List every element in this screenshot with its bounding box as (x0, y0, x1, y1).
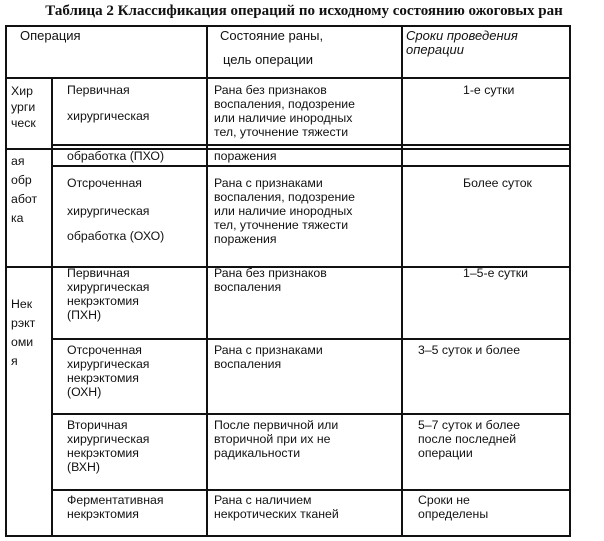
row1-timing: 1-е сутки (463, 83, 515, 97)
group-label-necrectomy: Нек рэкт оми я (11, 297, 36, 368)
row3-operation-line2: хирургическая (67, 204, 150, 218)
row6-condition: После первичной или вторичной при их не радикальности (214, 418, 339, 460)
row3-condition: Рана с признаками воспаления, подозрение или наличие инородных тел, уточнение тяжести поражения (214, 176, 355, 246)
border-right (569, 25, 571, 537)
row2-condition: поражения (214, 149, 277, 163)
border-row5-bottom (51, 413, 571, 415)
border-row6-bottom (51, 489, 571, 491)
row3-operation-line1: Отсроченная (67, 176, 142, 190)
row4-timing: 1–5-е сутки (463, 266, 529, 280)
row2-operation: обработка (ПХО) (67, 149, 165, 163)
row1-operation-line1: Первичная (67, 83, 130, 97)
row7-condition: Рана с наличием некротических тканей (214, 493, 339, 521)
row6-timing: 5–7 суток и более после последней операции (418, 418, 521, 460)
header-operation: Операция (20, 28, 81, 43)
row5-condition: Рана с признаками воспаления (214, 343, 323, 371)
row7-operation: Ферментативная некрэктомия (67, 493, 164, 521)
row3-timing: Более суток (463, 176, 532, 190)
border-row2-bottom (51, 165, 571, 167)
header-timing: Сроки проведения операции (406, 28, 518, 57)
row7-timing: Сроки не определены (418, 493, 489, 521)
group-label-surgical-part2: ая обр абот ка (11, 154, 38, 225)
border-group-column (51, 77, 53, 537)
border-condition-column (401, 25, 403, 537)
table-title: Таблица 2 Классификация операций по исходному состоянию ожоговых ран (45, 3, 563, 19)
border-left (5, 25, 7, 537)
classification-table (5, 25, 571, 537)
border-operation-column (206, 25, 208, 537)
row5-operation: Отсроченная хирургическая некрэктомия (ОХН) (67, 343, 150, 399)
header-operation-goal: цель операции (223, 52, 313, 67)
header-wound-condition: Состояние раны, (220, 28, 324, 43)
row5-timing: 3–5 суток и более (418, 343, 521, 357)
row3-operation-line3: обработка (ОХО) (67, 229, 165, 243)
border-row1-split (51, 144, 571, 146)
row1-condition: Рана без признаков воспаления, подозрение или наличие инородных тел, уточнение тяжести (214, 83, 355, 139)
group-label-surgical-part1: Хир урги ческ (11, 84, 36, 130)
border-top (5, 25, 571, 27)
row6-operation: Вторичная хирургическая некрэктомия (ВХН) (67, 418, 150, 474)
row4-operation: Первичная хирургическая некрэктомия (ПХН) (67, 266, 150, 322)
border-bottom (5, 535, 571, 537)
row1-operation-line2: хирургическая (67, 109, 150, 123)
border-header-bottom (5, 77, 571, 79)
border-row4-bottom (51, 338, 571, 340)
row4-condition: Рана без признаков воспаления (214, 266, 327, 294)
